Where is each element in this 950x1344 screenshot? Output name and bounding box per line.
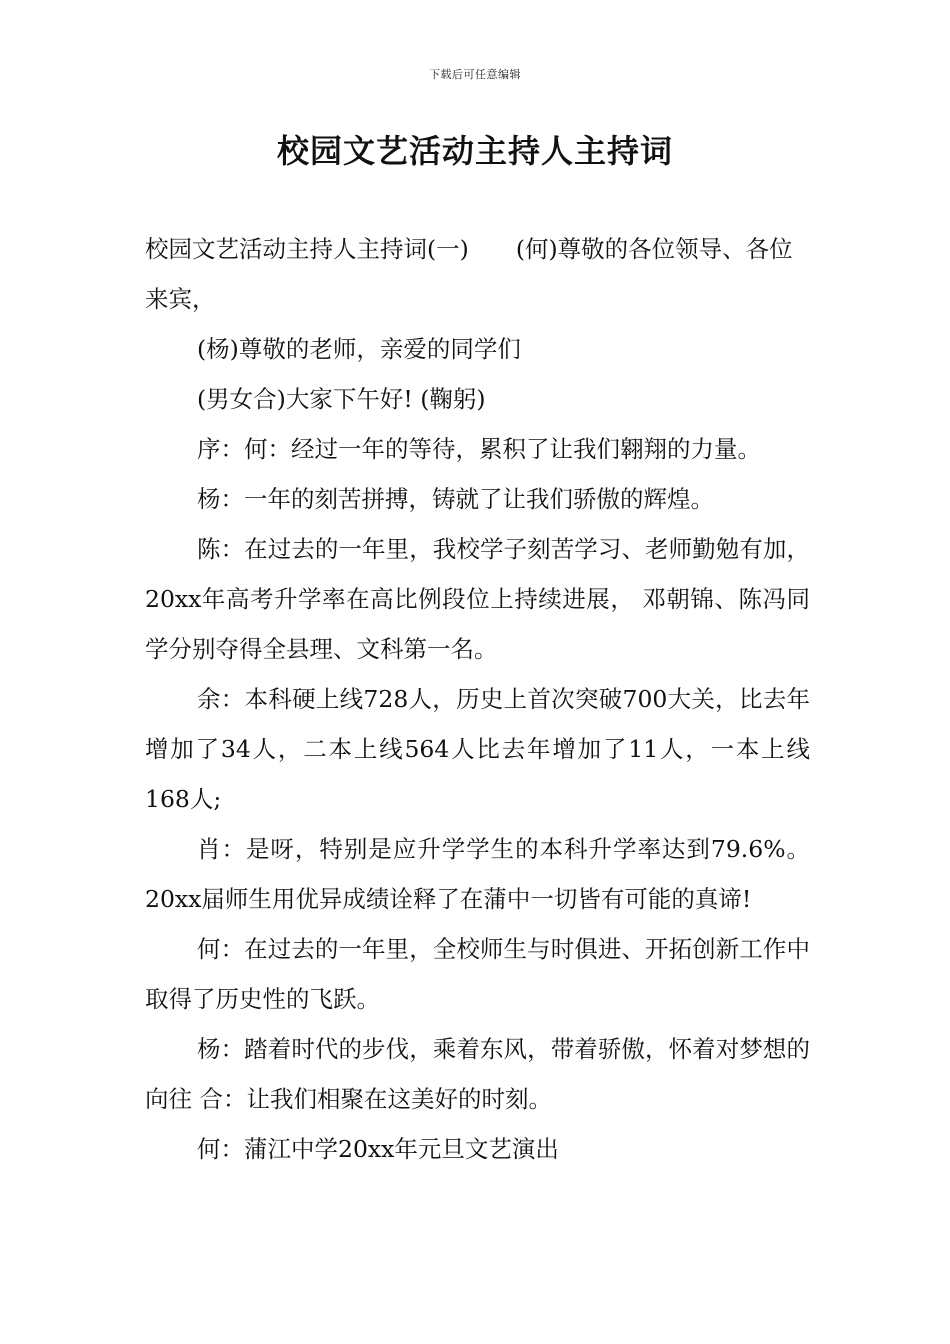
paragraph-chen: 陈：在过去的一年里，我校学子刻苦学习、老师勤勉有加，20xx年高考升学率在高比例段位上持续进展， 邓朝锦、陈冯同学分别夺得全县理、文科第一名。 xyxy=(145,535,810,663)
paragraph-he-3: 何：蒲江中学20xx年元旦文艺演出 xyxy=(197,1135,559,1163)
paragraph-opening: 校园文艺活动主持人主持词(一) (何)尊敬的各位领导、各位来宾， xyxy=(145,235,793,313)
paragraph-he-2: 何：在过去的一年里，全校师生与时俱进、开拓创新工作中取得了历史性的飞跃。 xyxy=(145,935,810,1013)
paragraph-prelude-he: 序：何：经过一年的等待，累积了让我们翱翔的力量。 xyxy=(197,435,761,463)
paragraph-together-greeting: (男女合)大家下午好! (鞠躬) xyxy=(197,385,486,413)
paragraph-yang-greeting: (杨)尊敬的老师，亲爱的同学们 xyxy=(197,335,521,363)
document-body xyxy=(145,224,810,1174)
paragraph-xiao: 肖：是呀，特别是应升学学生的本科升学率达到79.6%。20xx届师生用优异成绩诠释了在蒲中一切皆有可能的真谛! xyxy=(145,835,810,913)
document-title: 校园文艺活动主持人主持词 xyxy=(276,132,673,170)
paragraph-yu: 余：本科硬上线728人，历史上首次突破700大关，比去年增加了34人，二本上线564人比去年增加了11人，一本上线168人; xyxy=(145,685,810,813)
page-header-note: 下载后可任意编辑 xyxy=(429,68,521,81)
paragraph-yang-2: 杨：踏着时代的步伐，乘着东风，带着骄傲，怀着对梦想的向往 合：让我们相聚在这美好的时刻。 xyxy=(145,1035,810,1113)
paragraph-yang-1: 杨：一年的刻苦拼搏，铸就了让我们骄傲的辉煌。 xyxy=(197,485,714,513)
